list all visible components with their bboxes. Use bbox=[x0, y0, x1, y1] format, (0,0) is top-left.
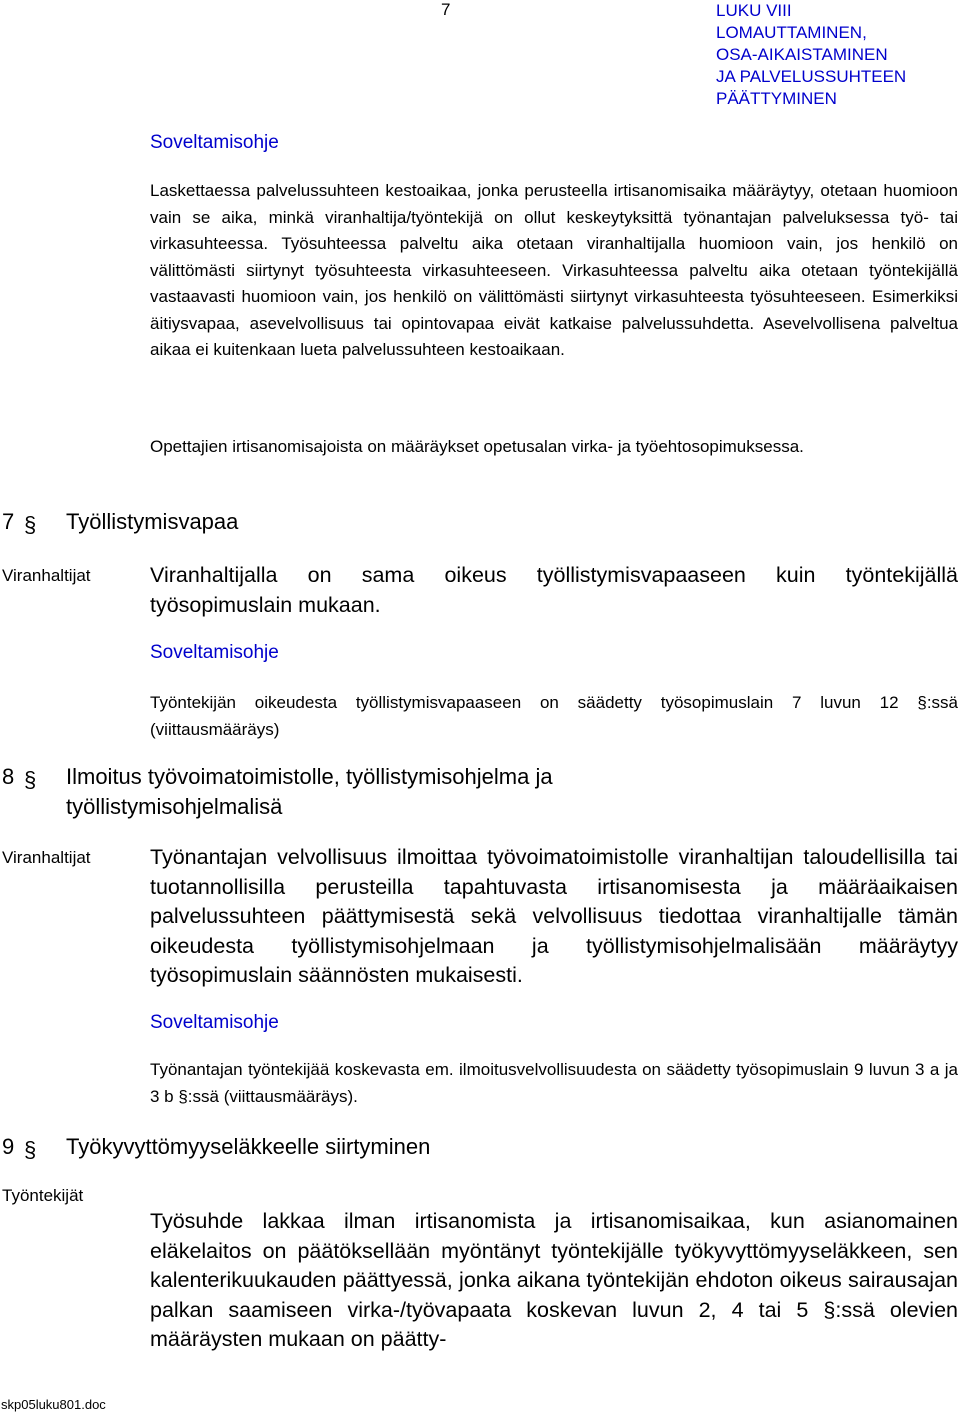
section-7-heading bbox=[2, 507, 702, 539]
section-7-guidance-label: Soveltamisohje bbox=[150, 642, 279, 663]
section-title: Työkyvyttömyyseläkkeelle siirtyminen bbox=[66, 1134, 431, 1159]
section-9-heading bbox=[2, 1132, 702, 1164]
intro-guidance-label: Soveltamisohje bbox=[150, 132, 279, 153]
section-7-body: Viranhaltijalla on sama oikeus työllistymisvapaaseen kuin työntekijällä työsopimuslain mukaan. bbox=[150, 563, 958, 617]
section-9-body: Työsuhde lakkaa ilman irtisanomista ja irtisanomisaikaa, kun asianomainen eläkelaitos on päätöksellään myöntänyt työntekijälle työkyvyttömyyseläkkeen, sen kalenterikuukauden päättyessä, jonka aikana työntekijän ehdoton oikeus sairausajan palkan saamiseen virka-/työvapaata koskevan luvun 2, 4 tai 5 §:ssä olevien määräysten mukaan on päätty- bbox=[150, 1209, 958, 1352]
section-title: Ilmoitus työvoimatoimistolle, työllistymisohjelma ja työllistymisohjelmalisä bbox=[66, 764, 553, 819]
page-number: 7 bbox=[441, 0, 451, 19]
intro-paragraph-2: Opettajien irtisanomisajoista on määräykset opetusalan virka- ja työehtosopimuksessa. bbox=[150, 437, 804, 456]
section-8-heading bbox=[2, 762, 702, 826]
section-7-guidance-text: Työntekijän oikeudesta työllistymisvapaaseen on säädetty työsopimuslain 7 luvun 12 §:ssä (viittausmääräys) bbox=[150, 693, 958, 739]
section-title: Työllistymisvapaa bbox=[66, 509, 239, 534]
section-number: 8 bbox=[2, 764, 15, 789]
chapter-header-line: LUKU VIII bbox=[716, 1, 792, 20]
footer-filename: skp05luku801.doc bbox=[1, 1397, 106, 1412]
section-8-guidance-text: Työnantajan työntekijää koskevasta em. ilmoitusvelvollisuudesta on säädetty työsopimuslain 9 luvun 3 a ja 3 b §:ssä (viittausmääräys). bbox=[150, 1060, 958, 1106]
section-8-body: Työnantajan velvollisuus ilmoittaa työvoimatoimistolle viranhaltijan taloudellisilla tai tuotannollisilla perusteilla tapahtuvasta irtisanomisesta ja määräaikaisen palvelussuhteen päättymisestä sekä velvollisuus tiedottaa viranhaltijalle tämän oikeudesta työllistymisohjelmaan ja työllistymisohjelmalisään määräytyy työsopimuslain säännösten mukaisesti. bbox=[150, 845, 958, 988]
section-symbol: § bbox=[24, 512, 37, 537]
chapter-header-line: JA PALVELUSSUHTEEN bbox=[716, 67, 907, 86]
intro-paragraph-1: Laskettaessa palvelussuhteen kestoaikaa, jonka perusteella irtisanomisaika määräytyy, otetaan huomioon vain se aika, minkä viranhaltija/työntekijä on ollut keskeytyksittä työnantajan palveluksessa työ- tai virkasuhteessa. Työsuhteessa palveltu aika otetaan viranhaltijalla huomioon vain, jos henkilö on välittömästi siirtynyt työsuhteesta virkasuhteeseen. Virkasuhteessa palveltu aika otetaan työntekijällä vastaavasti huomioon vain, jos henkilö on välittömästi siirtynyt virkasuhteesta työsuhteeseen. Esimerkiksi äitiysvapaa, asevelvollisuus tai opintovapaa eivät katkaise palvelussuhdetta. Asevelvollisena palveltua aikaa ei kuitenkaan lueta palvelussuhteen kestoaikaan. bbox=[150, 181, 958, 359]
section-7-side-label: Viranhaltijat bbox=[2, 566, 91, 585]
chapter-header-line: OSA-AIKAISTAMINEN bbox=[716, 45, 888, 64]
chapter-header-line: LOMAUTTAMINEN, bbox=[716, 23, 867, 42]
chapter-header-line: PÄÄTTYMINEN bbox=[716, 89, 837, 108]
section-symbol: § bbox=[24, 1137, 37, 1162]
section-symbol: § bbox=[24, 767, 37, 792]
section-number: 7 bbox=[2, 509, 15, 534]
chapter-header bbox=[716, 0, 906, 110]
section-number: 9 bbox=[2, 1134, 15, 1159]
section-8-guidance-label: Soveltamisohje bbox=[150, 1012, 279, 1033]
section-9-side-label: Työntekijät bbox=[2, 1186, 84, 1205]
section-8-side-label: Viranhaltijat bbox=[2, 848, 91, 867]
